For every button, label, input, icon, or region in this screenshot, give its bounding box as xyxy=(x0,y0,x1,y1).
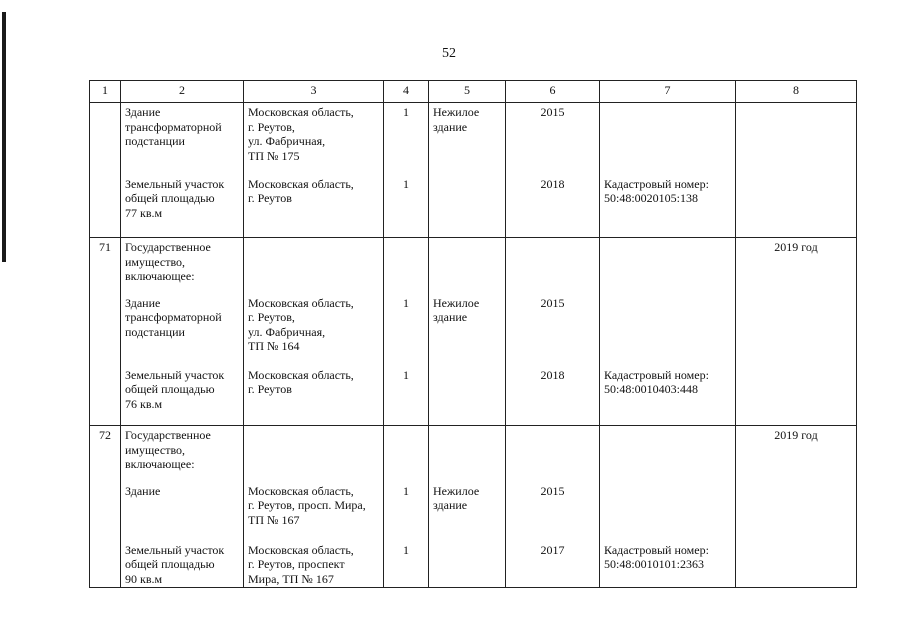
cell-name: Здание трансформаторной подстанции xyxy=(121,103,244,177)
cell-type xyxy=(429,426,506,484)
cell-number: 71 xyxy=(90,238,121,296)
cell-year: 2015 xyxy=(506,484,600,543)
header-col-8: 8 xyxy=(736,81,857,103)
cell-number xyxy=(90,103,121,177)
cell-quantity xyxy=(384,238,429,296)
cell-due xyxy=(736,368,857,426)
cell-quantity: 1 xyxy=(384,484,429,543)
cell-year: 2018 xyxy=(506,177,600,238)
cell-quantity xyxy=(384,426,429,484)
cell-note: Кадастровый номер: 50:48:0010403:448 xyxy=(600,368,736,426)
cell-note: Кадастровый номер: 50:48:0020105:138 xyxy=(600,177,736,238)
cell-type: Нежилое здание xyxy=(429,103,506,177)
cell-quantity: 1 xyxy=(384,368,429,426)
cell-number xyxy=(90,484,121,543)
header-col-1: 1 xyxy=(90,81,121,103)
cell-year: 2017 xyxy=(506,543,600,588)
cell-address: Московская область, г. Реутов xyxy=(244,368,384,426)
cell-type xyxy=(429,368,506,426)
cell-number xyxy=(90,177,121,238)
cell-number xyxy=(90,296,121,368)
cell-quantity: 1 xyxy=(384,543,429,588)
cell-address xyxy=(244,426,384,484)
cell-address: Московская область, г. Реутов, просп. Мира, ТП № 167 xyxy=(244,484,384,543)
cell-address: Московская область, г. Реутов, ул. Фабричная, ТП № 164 xyxy=(244,296,384,368)
table-row xyxy=(90,177,857,238)
page-number: 52 xyxy=(442,46,456,61)
cell-number xyxy=(90,368,121,426)
cell-note xyxy=(600,296,736,368)
cell-due xyxy=(736,543,857,588)
table-row xyxy=(90,484,857,543)
table-row xyxy=(90,103,857,177)
property-table xyxy=(89,80,857,588)
cell-type xyxy=(429,177,506,238)
cell-name: Земельный участок общей площадью 90 кв.м xyxy=(121,543,244,588)
cell-year xyxy=(506,238,600,296)
cell-note xyxy=(600,484,736,543)
table-row xyxy=(90,238,857,296)
table-row xyxy=(90,543,857,588)
table-row xyxy=(90,368,857,426)
cell-name: Здание трансформаторной подстанции xyxy=(121,296,244,368)
header-col-7: 7 xyxy=(600,81,736,103)
cell-due xyxy=(736,296,857,368)
cell-number xyxy=(90,543,121,588)
cell-type xyxy=(429,543,506,588)
cell-due xyxy=(736,177,857,238)
cell-address xyxy=(244,238,384,296)
table-row xyxy=(90,426,857,484)
cell-year xyxy=(506,426,600,484)
cell-note xyxy=(600,103,736,177)
cell-name: Государственное имущество, включающее: xyxy=(121,238,244,296)
cell-name: Государственное имущество, включающее: xyxy=(121,426,244,484)
cell-year: 2018 xyxy=(506,368,600,426)
cell-type: Нежилое здание xyxy=(429,484,506,543)
header-col-6: 6 xyxy=(506,81,600,103)
header-col-3: 3 xyxy=(244,81,384,103)
cell-due: 2019 год xyxy=(736,426,857,484)
table-row xyxy=(90,296,857,368)
cell-note xyxy=(600,238,736,296)
header-col-2: 2 xyxy=(121,81,244,103)
cell-name: Земельный участок общей площадью 77 кв.м xyxy=(121,177,244,238)
cell-number: 72 xyxy=(90,426,121,484)
header-col-4: 4 xyxy=(384,81,429,103)
cell-due xyxy=(736,103,857,177)
cell-type xyxy=(429,238,506,296)
cell-address: Московская область, г. Реутов, ул. Фабричная, ТП № 175 xyxy=(244,103,384,177)
cell-address: Московская область, г. Реутов, проспект Мира, ТП № 167 xyxy=(244,543,384,588)
cell-quantity: 1 xyxy=(384,296,429,368)
cell-name: Земельный участок общей площадью 76 кв.м xyxy=(121,368,244,426)
header-row xyxy=(90,81,857,103)
cell-year: 2015 xyxy=(506,296,600,368)
cell-year: 2015 xyxy=(506,103,600,177)
cell-note: Кадастровый номер: 50:48:0010101:2363 xyxy=(600,543,736,588)
cell-name: Здание xyxy=(121,484,244,543)
cell-note xyxy=(600,426,736,484)
cell-due xyxy=(736,484,857,543)
header-col-5: 5 xyxy=(429,81,506,103)
cell-quantity: 1 xyxy=(384,177,429,238)
cell-quantity: 1 xyxy=(384,103,429,177)
cell-address: Московская область, г. Реутов xyxy=(244,177,384,238)
cell-type: Нежилое здание xyxy=(429,296,506,368)
cell-due: 2019 год xyxy=(736,238,857,296)
